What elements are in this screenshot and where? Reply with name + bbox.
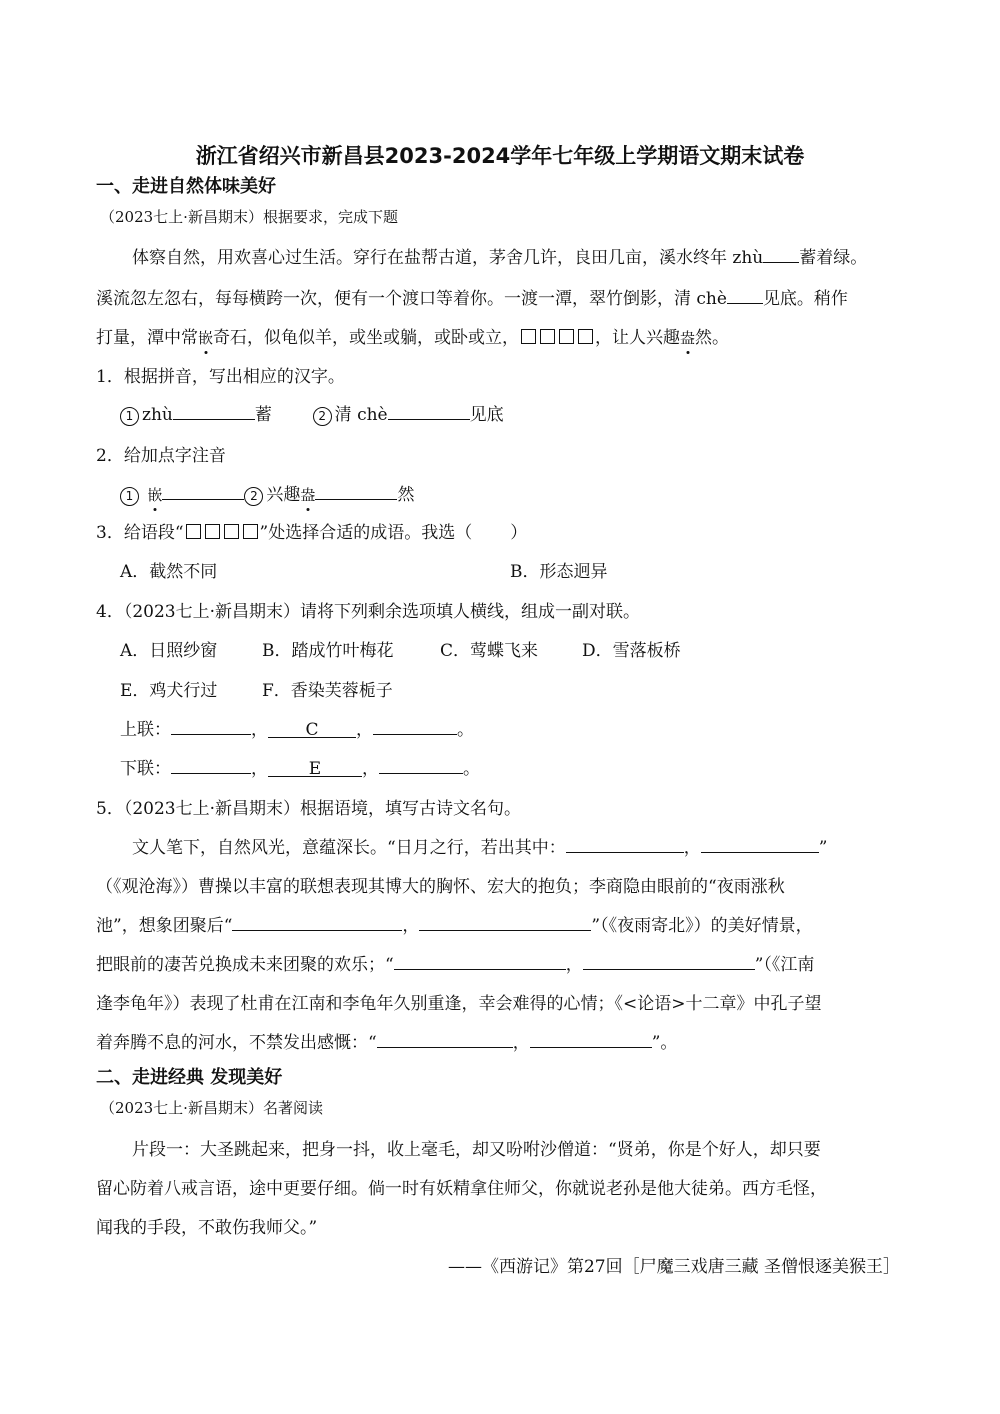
question-answer-line [120,480,414,506]
dotted-char: 盎 [680,329,696,347]
answer-blank[interactable] [583,952,755,970]
answer-blank[interactable] [377,1030,513,1048]
question-stem: 2．给加点字注音 [96,446,226,466]
passage-text: 池”，想象团聚后“ [96,916,233,936]
answer-blank[interactable] [388,402,470,420]
option-e[interactable]: E．鸡犬行过 [120,681,218,701]
dotted-char: 嵌 [147,486,163,504]
dotted-char: 嵌 [198,329,214,347]
answer-prompt: 见底 [469,405,504,425]
answer-blank[interactable] [419,913,591,931]
excerpt-citation: ——《西游记》第27回［尸魔三戏唐三藏 圣僧恨逐美猴王］ [447,1257,900,1277]
answer-blank[interactable] [566,835,684,853]
stem-text: ） [510,523,528,543]
answer-blank[interactable] [171,756,251,774]
excerpt-line: 留心防着八戒言语，途中更要仔细。倘一时有妖精拿住师父，你就说老孙是他大徒弟。西方毛怪， [96,1179,827,1199]
option-a[interactable]: A．日照纱窗 [120,641,218,661]
question-answer-line [120,400,504,426]
passage-line [96,323,729,348]
passage-text: ”（《夜雨寄北》）的美好情景， [591,916,813,936]
filled-blank[interactable]: C [268,720,356,738]
answer-blank[interactable] [315,482,397,500]
option-a[interactable]: A．截然不同 [120,562,218,582]
passage-text: 体察自然，用欢喜心过生活。穿行在盐帮古道，茅舍几许，良田几亩，溪水终年 zhù [132,248,764,268]
stem-text: 3．给语段“ [96,523,184,543]
punct: 。 [463,759,480,779]
answer-blank[interactable] [530,1030,652,1048]
circled-number: 2 [244,487,263,506]
couplet-label: 上联： [120,720,171,740]
answer-blank[interactable] [394,952,566,970]
answer-prompt: 蓄 [254,405,272,425]
passage-text: 蓄着绿。 [799,248,868,268]
excerpt-line: 片段一：大圣跳起来，把身一抖，收上毫毛，却又吩咐沙僧道：“贤弟，你是个好人，却只要 [132,1140,821,1160]
passage-text: 溪流忽左忽右，每每横跨一次，便有一个渡口等着你。一渡一潭，翠竹倒影，清 chè [96,289,727,309]
answer-blank[interactable] [763,245,799,263]
passage-text: ，让人兴趣 [595,328,681,348]
passage-line [132,243,867,268]
passage-line: 着奔腾不息的河水，不禁发出感慨：“ ， ”。 [96,1028,677,1053]
question-source: （2023七上·新昌期末）名著阅读 [100,1099,323,1117]
passage-text: ”。 [651,1033,678,1053]
idiom-placeholder-boxes [184,523,260,543]
section-heading: 二、走进经典 发现美好 [96,1067,283,1088]
question-source: （2023七上·新昌期末）根据要求，完成下题 [100,208,398,226]
option-f[interactable]: F．香染芙蓉栀子 [262,681,393,701]
couplet-upper [120,715,474,740]
question-stem: 1．根据拼音，写出相应的汉字。 [96,367,345,387]
page-title: 浙江省绍兴市新昌县2023-2024学年七年级上学期语文期末试卷 [195,144,805,168]
passage-line: （《观沧海》）曹操以丰富的联想表现其博大的胸怀、宏大的抱负；李商隐由眼前的“夜雨涨秋 [96,877,785,897]
answer-blank[interactable] [727,286,763,304]
option-c[interactable]: C．莺蝶飞来 [440,641,539,661]
passage-line: 逢李龟年》）表现了杜甫在江南和李龟年久别重逢，幸会难得的心情；《<论语>十二章》中孔子望 [96,994,822,1014]
punct: ， [251,759,268,779]
question-stem: 5．（2023七上·新昌期末）根据语境，填写古诗文名句。 [96,799,521,819]
answer-blank[interactable] [232,913,402,931]
filled-blank[interactable]: E [268,759,362,777]
answer-blank[interactable] [701,835,819,853]
section-heading: 一、走进自然体味美好 [96,176,276,197]
passage-text: 打量，潭中常 [96,328,198,348]
answer-blank[interactable] [373,717,457,735]
couplet-label: 下联： [120,759,171,779]
passage-line: 文人笔下，自然风光，意蕴深长。“日月之行，若出其中： ， ” [132,833,827,858]
passage-text: 然。 [695,328,730,348]
option-d[interactable]: D．雪落板桥 [582,641,681,661]
passage-line: 把眼前的凄苦兑换成未来团聚的欢乐；“ ， ”（《江南 [96,950,814,975]
dotted-char: 盎 [300,486,316,504]
answer-blank[interactable] [379,756,463,774]
answer-prompt: zhù [142,405,173,425]
idiom-placeholder-boxes [519,328,595,348]
excerpt-line: 闻我的手段，不敢伤我师父。” [96,1218,318,1238]
punct: ， [362,759,379,779]
circled-number: 1 [120,407,139,426]
answer-blank[interactable] [173,402,255,420]
stem-text: ”处选择合适的成语。我选（ [259,523,473,543]
punct: 。 [457,720,474,740]
passage-text: 见底。稍作 [762,289,848,309]
passage-line: 池”，想象团聚后“ ， ”（《夜雨寄北》）的美好情景， [96,911,813,936]
answer-blank[interactable] [171,717,251,735]
answer-blank[interactable] [162,482,244,500]
punct: ， [356,720,373,740]
passage-text: 奇石，似龟似羊，或坐或躺，或卧或立， [213,328,520,348]
question-stem [96,518,527,543]
circled-number: 1 [120,487,139,506]
option-b[interactable]: B．踏成竹叶梅花 [262,641,394,661]
punct: ， [251,720,268,740]
passage-text: ” [818,838,828,858]
passage-line [96,284,848,309]
couplet-lower [120,754,480,779]
answer-prompt: 清 chè [334,405,388,425]
answer-prompt: 然 [397,485,415,505]
answer-prompt: 兴趣 [266,485,301,505]
question-stem: 4．（2023七上·新昌期末）请将下列剩余选项填人横线，组成一副对联。 [96,602,640,622]
passage-text: ”（《江南 [754,955,815,975]
passage-text: 把眼前的凄苦兑换成未来团聚的欢乐；“ [96,955,394,975]
option-b[interactable]: B．形态迥异 [510,562,608,582]
circled-number: 2 [313,407,332,426]
passage-text: 文人笔下，自然风光，意蕴深长。“日月之行，若出其中： [132,838,566,858]
passage-text: 着奔腾不息的河水，不禁发出感慨：“ [96,1033,377,1053]
